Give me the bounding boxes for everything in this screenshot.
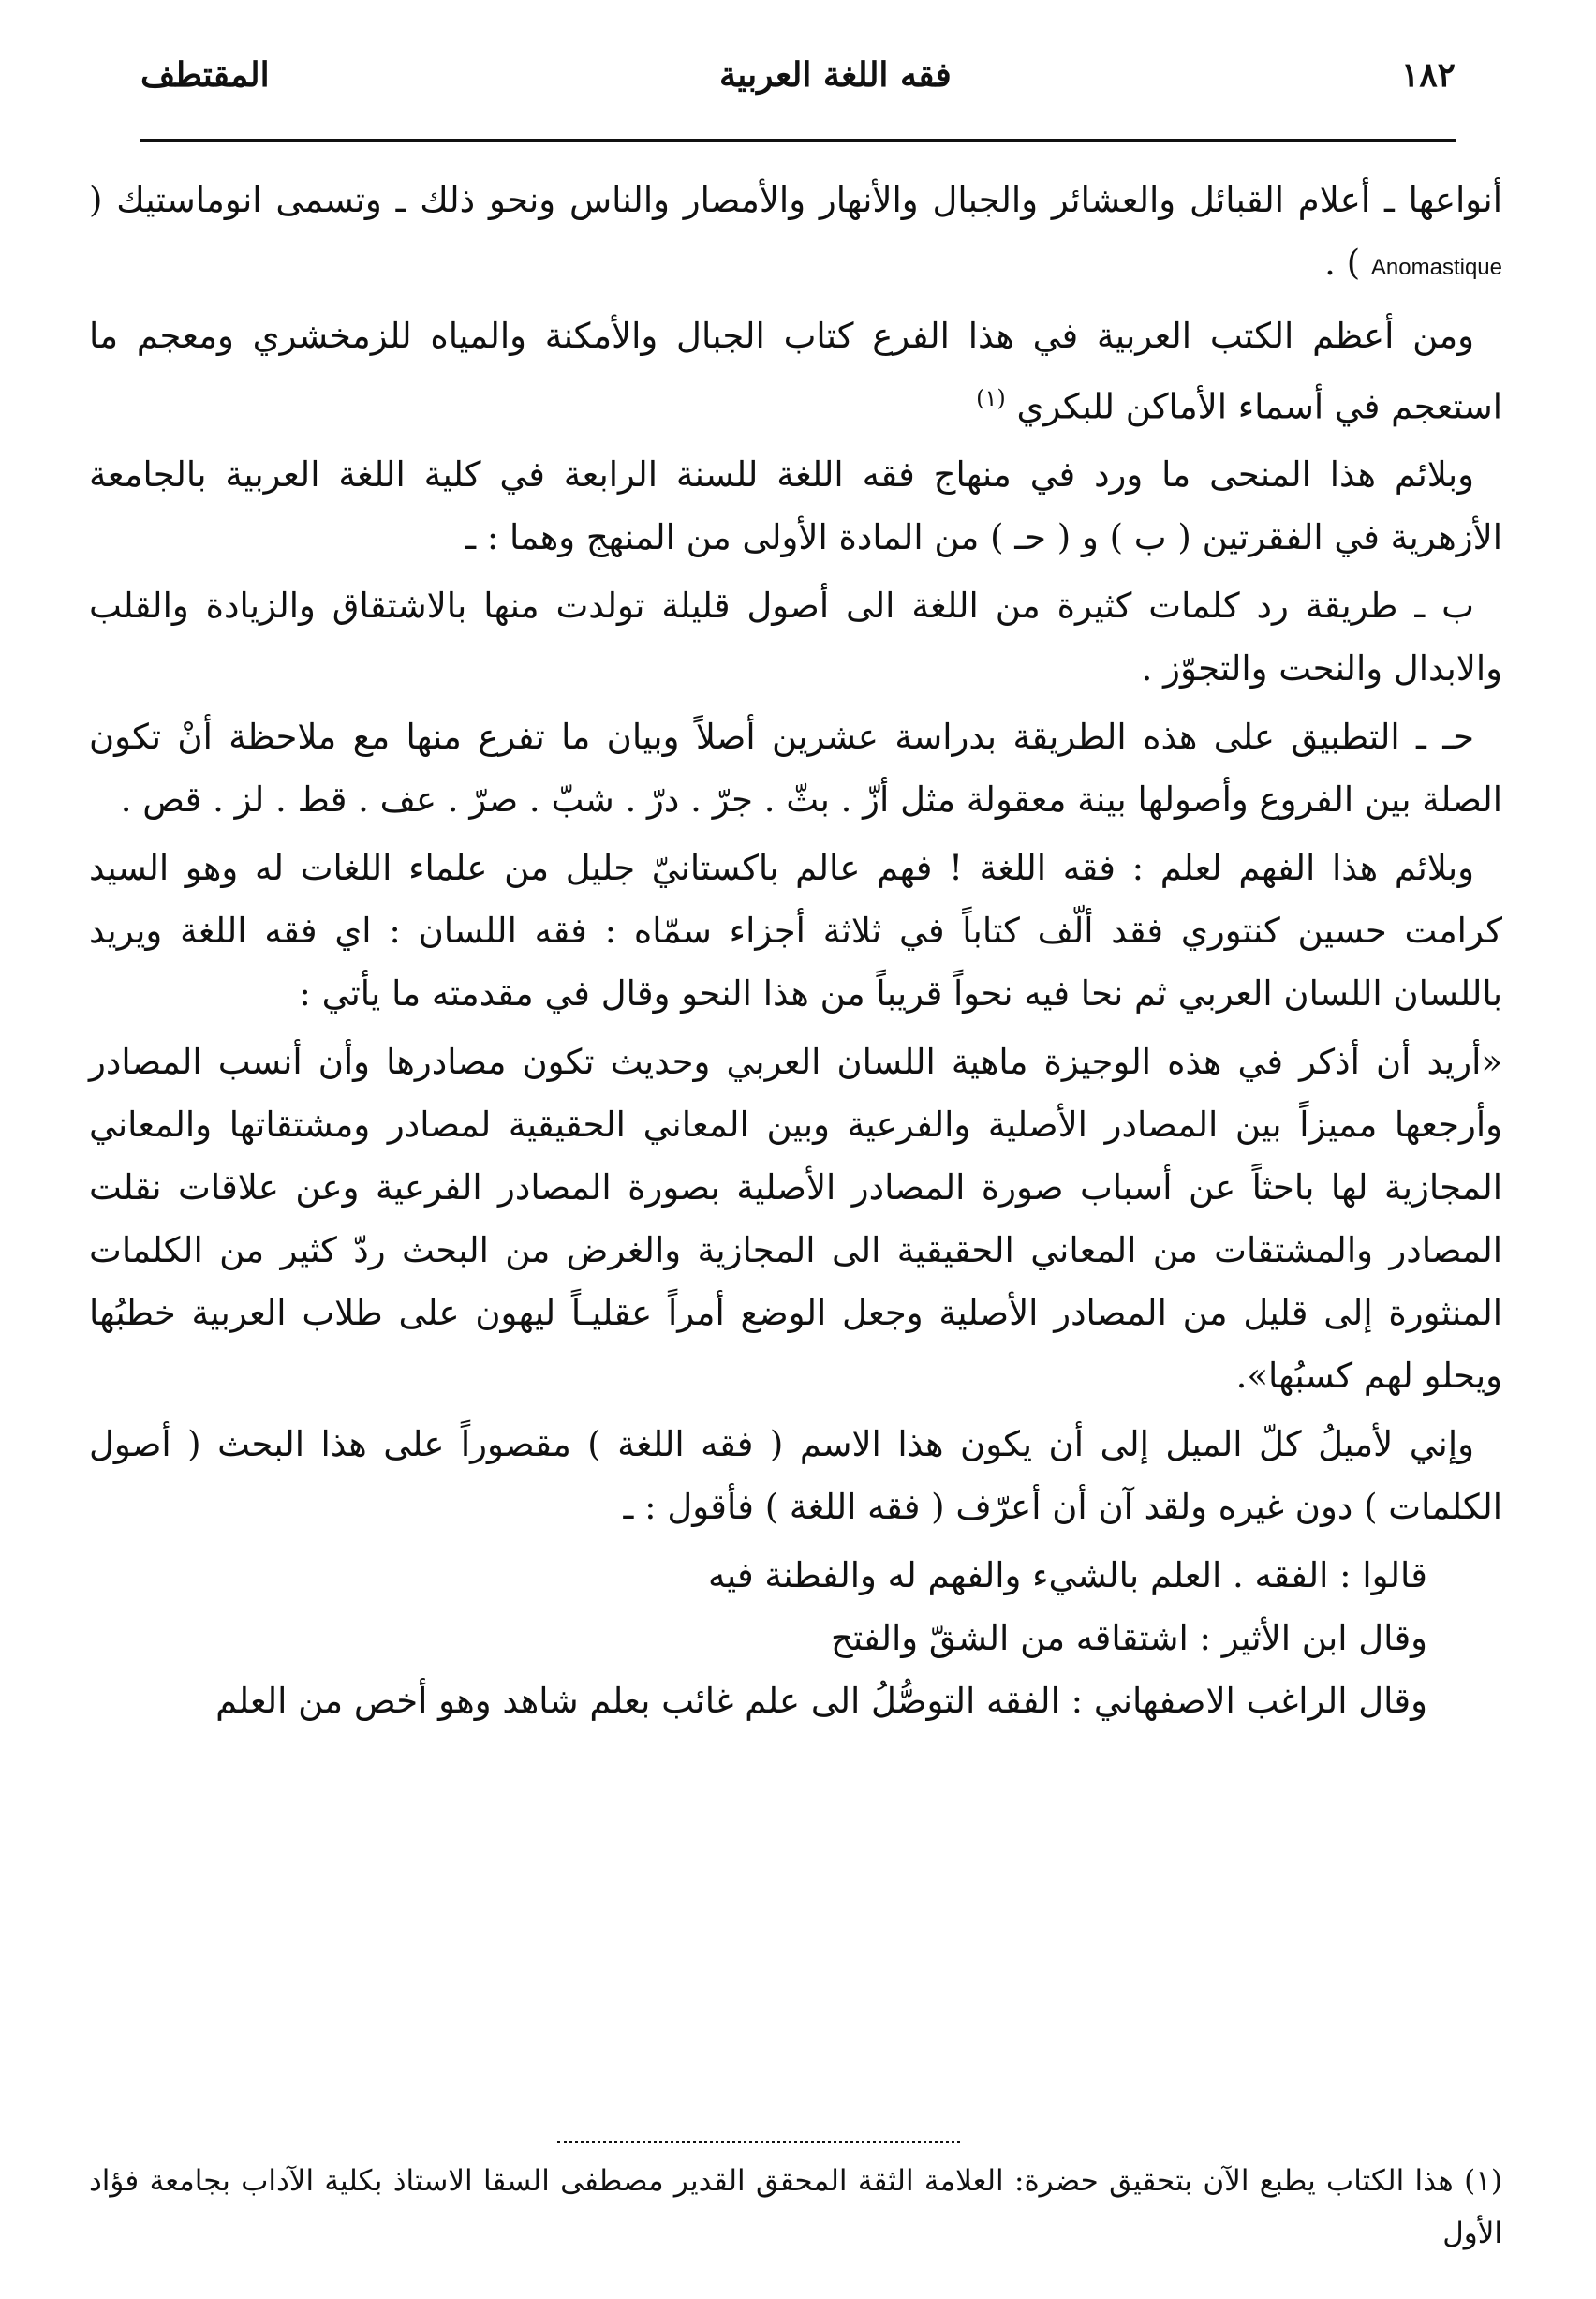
paragraph-8: وإني لأميلُ كلّ الميل إلى أن يكون هذا الاسم ( فقه اللغة ) مقصوراً على هذا البحث ( أصول الكلمات ) دون غيره ولقد آن أن أعرّف ( فقه اللغة ) فأقول : ـ [89,1424,1502,1528]
footnote-reference: (١) [976,385,1006,411]
footnote-separator [557,2141,960,2143]
paragraph-3: وبلائم هذا المنحى ما ورد في منهاج فقه اللغة للسنة الرابعة في كلية اللغة العربية بالجامعة الأزهرية في الفقرتين ( ب ) و ( حـ ) من المادة الأولى من المنهج وهما : ـ [89,454,1502,558]
page-number: ١٨٢ [1400,55,1456,95]
running-header [140,37,1456,112]
footnote-text: هذا الكتاب يطبع الآن بتحقيق حضرة: العلامة الثقة المحقق القدير مصطفى السقا الاستاذ بكلية الآداب بجامعة فؤاد الأول [89,2164,1502,2250]
header-rule [140,139,1456,142]
definition-line-3: وقال الراغب الاصفهاني : الفقه التوصُّلُ الى علم غائب بعلم شاهد وهو أخص من العلم [215,1681,1427,1722]
latin-term: Anomastique [1370,255,1502,280]
paragraph-5: حـ ـ التطبيق على هذه الطريقة بدراسة عشرين أصلاً وبيان ما تفرع منها مع ملاحظة أنْ تكون الصلة بين الفروع وأصولها بينة معقولة مثل أزّ . بثّ . جرّ . درّ . شبّ . صرّ . عف . قط . لز . قص . [89,717,1502,821]
quoted-paragraph: «أريد أن أذكر في هذه الوجيزة ماهية اللسان العربي وحديث تكون مصادرها وأن أنسب المصادر وأرجعها مميزاً بين المصادر الأصلية والفرعية وبين المعاني الحقيقية لمصادر ومشتقاتها والمعاني المجازية لها باحثاً عن أسباب صورة المصادر الأصلية بصورة المصادر الفرعية وعن علاقات نقلت المصادر والمشتقات من المعاني الحقيقية الى المجازية والغرض من البحث ردّ كثير من الكلمات المنثورة إلى قليل من المصادر الأصلية وجعل الوضع أمراً عقليـاً ليهون على طلاب العربية خطبُها ويحلو لهم كسبُها». [89,1042,1502,1397]
journal-name: المقتطف [140,55,270,95]
definition-line-2: وقال ابن الأثير : اشتقاقه من الشقّ والفتح [830,1618,1427,1659]
paragraph-6: وبلائم هذا الفهم لعلم : فقه اللغة ! فهم عالم باكستانيّ جليل من علماء اللغات له وهو السيد كرامت حسين كنتوري فقد ألّف كتاباً في ثلاثة أجزاء سمّاه : فقه اللسان : اي فقه اللغة ويريد باللسان اللسان العربي ثم نحا فيه نحواً قريباً من هذا النحو وقال في مقدمته ما يأتي : [89,848,1502,1015]
paragraph-2-text: ومن أعظم الكتب العربية في هذا الفرع كتاب الجبال والأمكنة والمياه للزمخشري ومعجم ما استعجم في أسماء الأماكن للبكري [89,316,1502,427]
paragraph-4: ب ـ طريقة رد كلمات كثيرة من اللغة الى أصول قليلة تولدت منها بالاشتقاق والزيادة والقلب والابدال والنحت والتجوّز . [89,586,1502,690]
footnote-marker: (١) [1464,2164,1502,2198]
paragraph-1-close: ) . [1324,243,1361,283]
paragraph-2 [89,304,1502,438]
paragraph-1 [89,169,1502,299]
body-text [89,169,1502,1732]
definition-line-1: قالوا : الفقه . العلم بالشيء والفهم له والفطنة فيه [707,1555,1427,1596]
paragraph-1-text: أنواعها ـ أعلام القبائل والعشائر والجبال والأنهار والأمصار والناس ونحو ذلك ـ وتسمى انوماستيك ( [89,180,1502,220]
book-title: فقه اللغة العربية [718,55,952,95]
footnotes [89,2155,1502,2260]
